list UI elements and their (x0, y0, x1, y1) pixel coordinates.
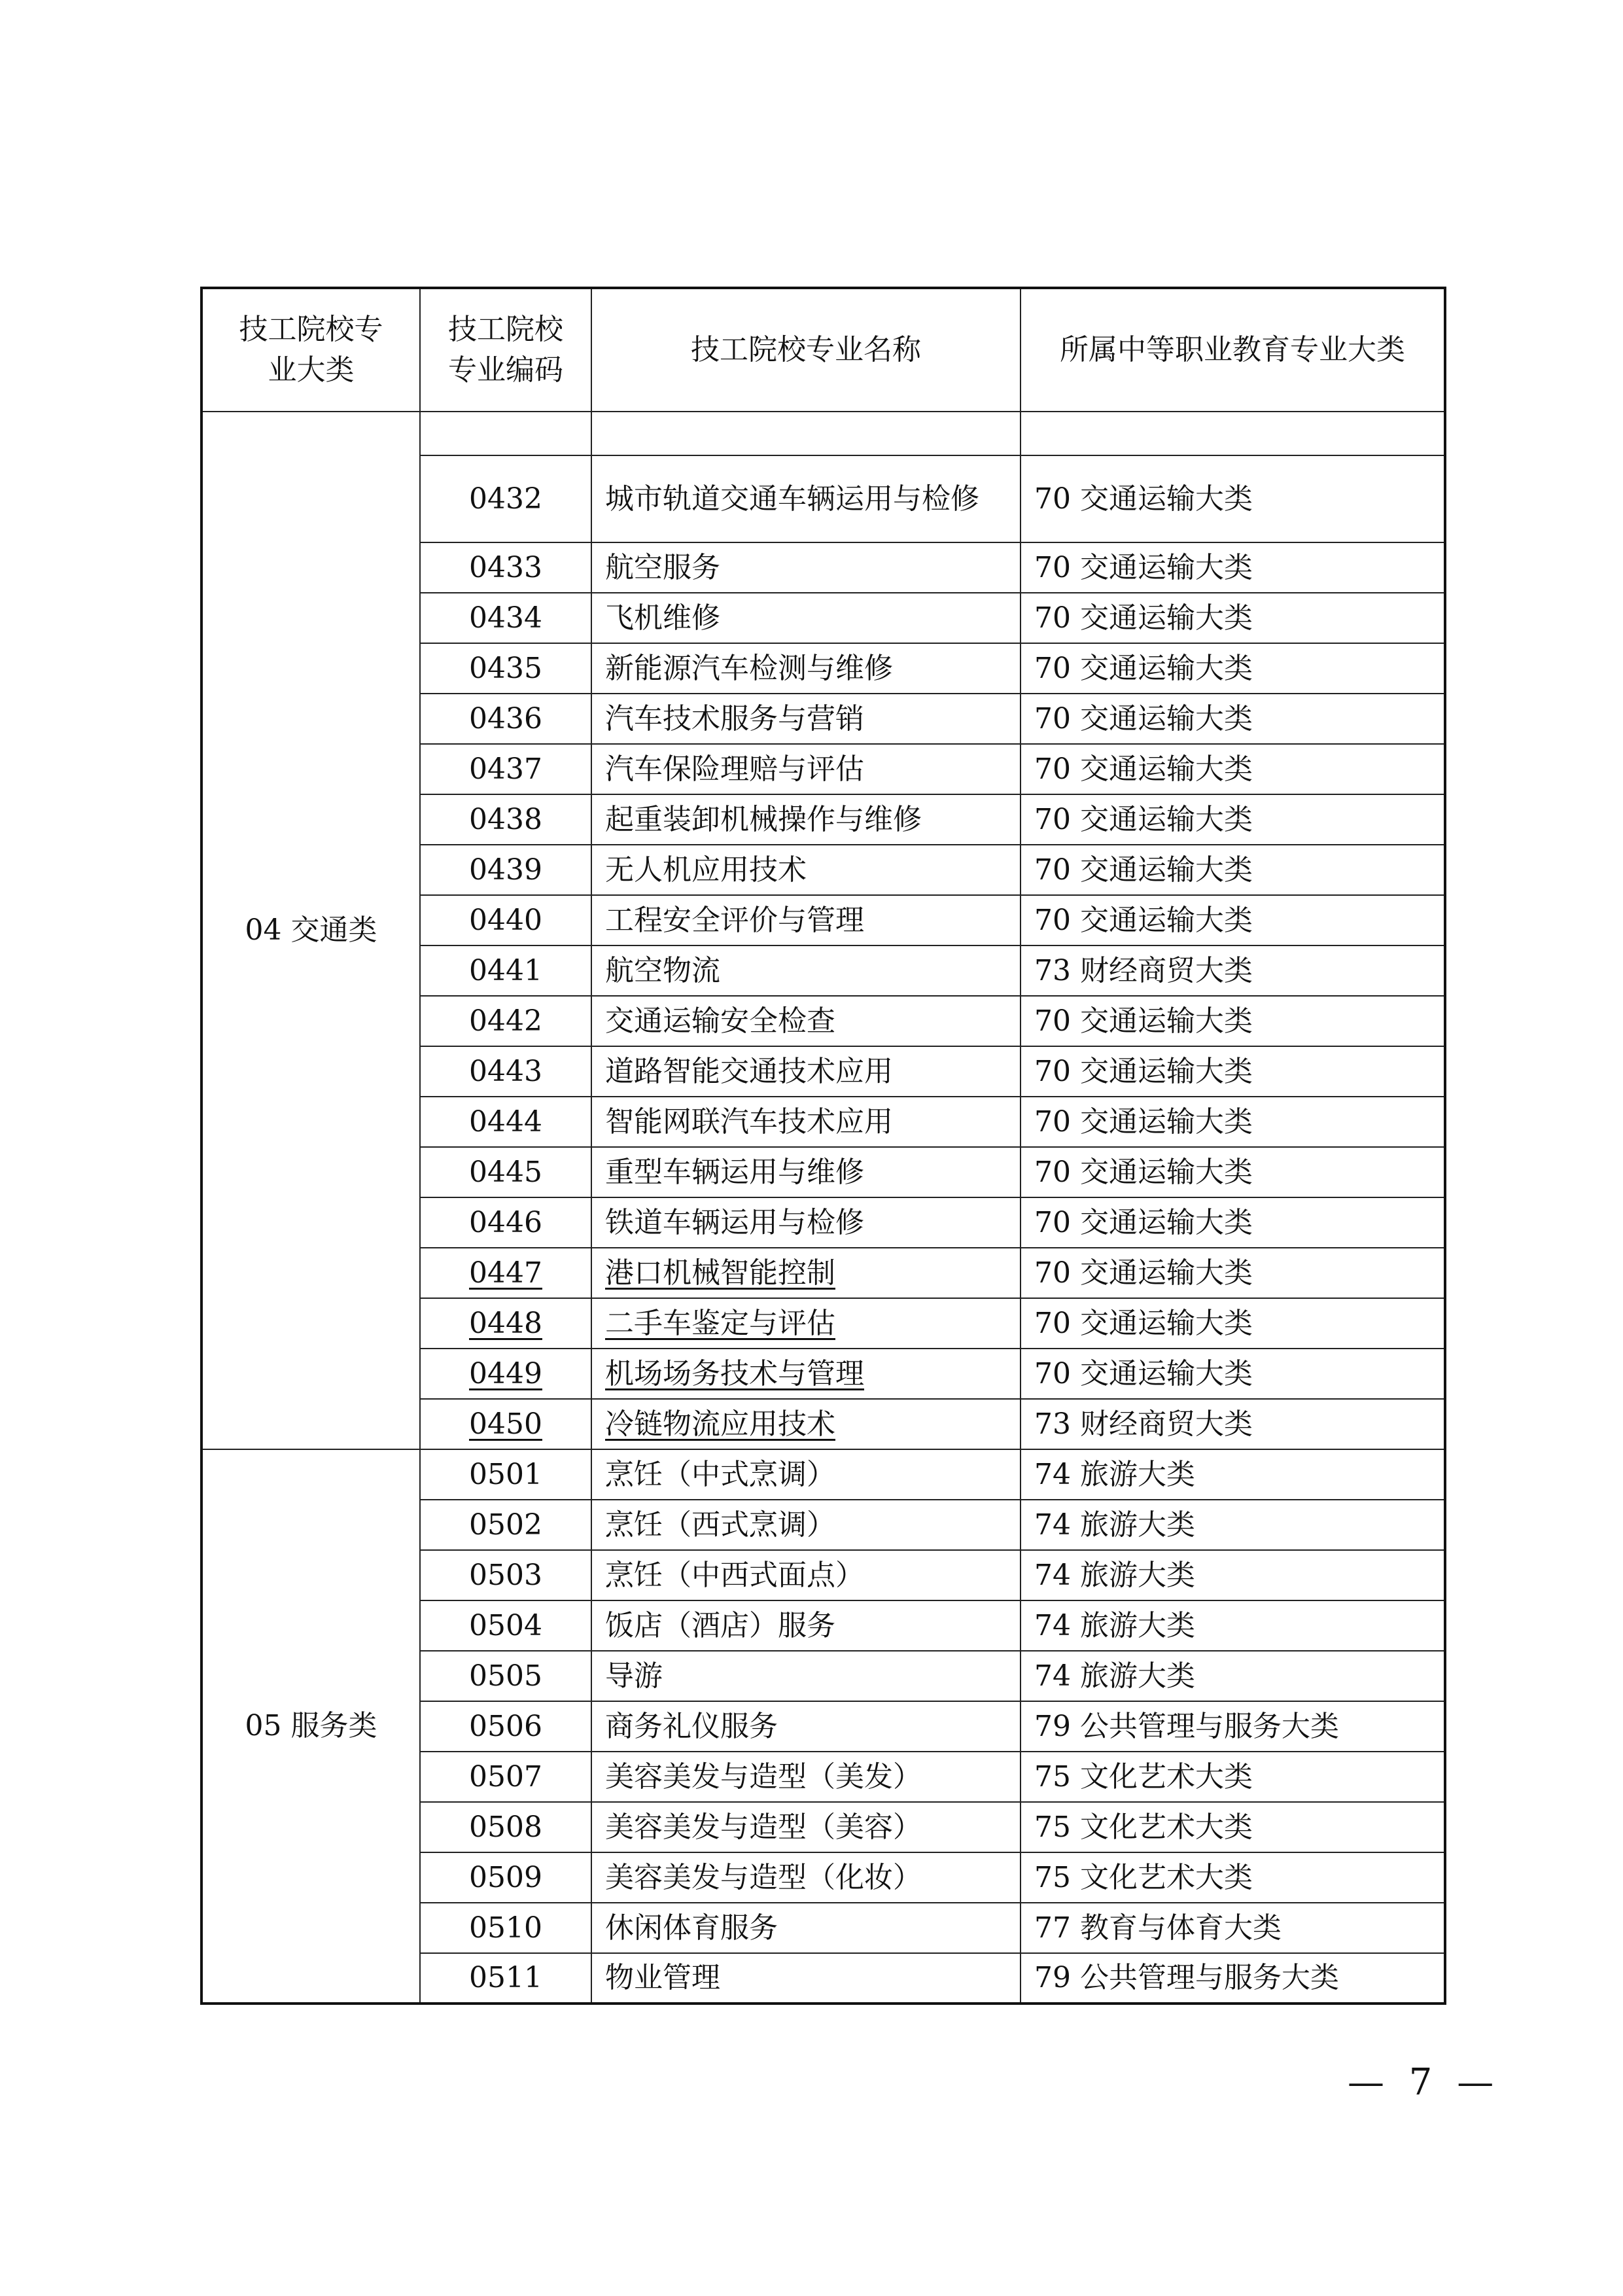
belongs-cell-text: 75 文化艺术大类 (1034, 1860, 1253, 1894)
code-cell-text: 0436 (469, 701, 542, 735)
code-cell-text: 0444 (469, 1104, 542, 1139)
name-cell (591, 1752, 1021, 1802)
name-cell (591, 1852, 1021, 1903)
code-cell (420, 1399, 591, 1449)
belongs-cell (1021, 455, 1445, 542)
code-cell (420, 1802, 591, 1852)
specialty-table (200, 287, 1446, 2005)
name-cell-text: 汽车保险理赔与评估 (605, 752, 864, 786)
name-cell-text: 美容美发与造型（化妆） (605, 1860, 922, 1894)
name-cell (591, 694, 1021, 744)
belongs-cell-text: 74 旅游大类 (1034, 1558, 1195, 1592)
belongs-cell (1021, 412, 1445, 455)
code-cell (420, 1852, 591, 1903)
code-cell-text: 0503 (469, 1558, 542, 1592)
belongs-cell (1021, 794, 1445, 845)
table-row (201, 1449, 1445, 1500)
belongs-cell (1021, 945, 1445, 996)
name-cell (591, 1651, 1021, 1701)
code-cell-text: 0501 (469, 1457, 542, 1491)
belongs-cell-text: 73 财经商贸大类 (1034, 953, 1253, 987)
belongs-cell (1021, 1953, 1445, 2004)
name-cell-text: 道路智能交通技术应用 (605, 1054, 893, 1088)
name-cell-text: 港口机械智能控制 (605, 1256, 835, 1290)
belongs-cell-text: 79 公共管理与服务大类 (1034, 1709, 1339, 1743)
name-cell-text: 二手车鉴定与评估 (605, 1306, 835, 1340)
belongs-cell (1021, 542, 1445, 593)
header-code: 技工院校专业编码 (420, 288, 591, 412)
code-cell (420, 643, 591, 694)
belongs-cell (1021, 1046, 1445, 1097)
code-cell-text: 0437 (469, 752, 542, 786)
name-cell-text: 美容美发与造型（美发） (605, 1759, 922, 1793)
name-cell (591, 412, 1021, 455)
belongs-cell (1021, 1701, 1445, 1752)
belongs-cell-text: 74 旅游大类 (1034, 1659, 1195, 1693)
belongs-cell-text: 70 交通运输大类 (1034, 651, 1253, 685)
name-cell-text: 城市轨道交通车辆运用与检修 (605, 482, 979, 516)
code-cell-text: 0440 (469, 903, 542, 937)
belongs-cell-text: 70 交通运输大类 (1034, 1356, 1253, 1390)
name-cell (591, 1449, 1021, 1500)
name-cell (591, 1903, 1021, 1953)
belongs-cell (1021, 895, 1445, 945)
belongs-cell (1021, 1399, 1445, 1449)
code-cell-text: 0447 (469, 1256, 542, 1290)
name-cell-text: 烹饪（中式烹调） (605, 1457, 835, 1491)
belongs-cell (1021, 1248, 1445, 1298)
belongs-cell (1021, 996, 1445, 1046)
name-cell-text: 物业管理 (605, 1961, 720, 1994)
belongs-cell (1021, 1449, 1445, 1500)
belongs-cell (1021, 1651, 1445, 1701)
name-cell (591, 794, 1021, 845)
belongs-cell (1021, 1349, 1445, 1399)
name-cell-text: 起重装卸机械操作与维修 (605, 802, 922, 836)
belongs-cell (1021, 1852, 1445, 1903)
belongs-cell (1021, 1097, 1445, 1147)
name-cell (591, 996, 1021, 1046)
name-cell (591, 1600, 1021, 1651)
code-cell (420, 794, 591, 845)
code-cell (420, 1248, 591, 1298)
category-cell: 04 交通类 (201, 412, 420, 1449)
belongs-cell (1021, 845, 1445, 895)
name-cell (591, 1248, 1021, 1298)
name-cell-text: 智能网联汽车技术应用 (605, 1104, 893, 1139)
code-cell-text: 0509 (469, 1860, 542, 1894)
belongs-cell-text: 70 交通运输大类 (1034, 1155, 1253, 1189)
name-cell (591, 542, 1021, 593)
name-cell (591, 1197, 1021, 1248)
code-cell (420, 1550, 591, 1600)
name-cell (591, 744, 1021, 794)
name-cell (591, 1046, 1021, 1097)
header-belongs: 所属中等职业教育专业大类 (1021, 288, 1445, 412)
code-cell-text: 0443 (469, 1054, 542, 1088)
code-cell-text: 0434 (469, 601, 542, 635)
belongs-cell-text: 70 交通运输大类 (1034, 1256, 1253, 1290)
code-cell (420, 542, 591, 593)
belongs-cell (1021, 744, 1445, 794)
code-cell (420, 593, 591, 643)
category-cell: 05 服务类 (201, 1449, 420, 2004)
belongs-cell (1021, 1197, 1445, 1248)
name-cell-text: 汽车技术服务与营销 (605, 701, 864, 735)
belongs-cell (1021, 1600, 1445, 1651)
belongs-cell-text: 70 交通运输大类 (1034, 1205, 1253, 1239)
code-cell (420, 1701, 591, 1752)
code-cell (420, 1046, 591, 1097)
belongs-cell-text: 74 旅游大类 (1034, 1508, 1195, 1542)
code-cell-text: 0433 (469, 550, 542, 584)
belongs-cell (1021, 694, 1445, 744)
header-name: 技工院校专业名称 (591, 288, 1021, 412)
belongs-cell-text: 74 旅游大类 (1034, 1608, 1195, 1642)
belongs-cell-text: 70 交通运输大类 (1034, 482, 1253, 516)
code-cell-text: 0502 (469, 1508, 542, 1542)
code-cell-text: 0432 (469, 482, 542, 516)
belongs-cell-text: 70 交通运输大类 (1034, 1004, 1253, 1038)
code-cell (420, 1449, 591, 1500)
code-cell (420, 1752, 591, 1802)
belongs-cell-text: 74 旅游大类 (1034, 1457, 1195, 1491)
name-cell (591, 945, 1021, 996)
name-cell (591, 1097, 1021, 1147)
belongs-cell (1021, 643, 1445, 694)
belongs-cell-text: 79 公共管理与服务大类 (1034, 1961, 1339, 1994)
belongs-cell (1021, 1550, 1445, 1600)
header-category: 技工院校专业大类 (201, 288, 420, 412)
name-cell (591, 1399, 1021, 1449)
table-row-empty (201, 412, 1445, 455)
code-cell-text: 0508 (469, 1810, 542, 1844)
name-cell-text: 商务礼仪服务 (605, 1709, 778, 1743)
name-cell-text: 工程安全评价与管理 (605, 903, 864, 937)
name-cell-text: 机场场务技术与管理 (605, 1356, 864, 1390)
name-cell-text: 航空物流 (605, 953, 720, 987)
belongs-cell (1021, 1147, 1445, 1197)
code-cell-text: 0438 (469, 802, 542, 836)
code-cell-text: 0506 (469, 1709, 542, 1743)
code-cell-text: 0510 (469, 1911, 542, 1945)
belongs-cell (1021, 1903, 1445, 1953)
belongs-cell (1021, 1298, 1445, 1349)
belongs-cell-text: 70 交通运输大类 (1034, 802, 1253, 836)
code-cell (420, 1651, 591, 1701)
name-cell-text: 航空服务 (605, 550, 720, 584)
code-cell (420, 895, 591, 945)
name-cell (591, 1349, 1021, 1399)
name-cell (591, 455, 1021, 542)
name-cell (591, 895, 1021, 945)
name-cell (591, 1802, 1021, 1852)
code-cell-text: 0505 (469, 1659, 542, 1693)
belongs-cell-text: 70 交通运输大类 (1034, 903, 1253, 937)
name-cell (591, 593, 1021, 643)
name-cell-text: 休闲体育服务 (605, 1911, 778, 1945)
name-cell-text: 导游 (605, 1659, 663, 1693)
name-cell (591, 1298, 1021, 1349)
code-cell (420, 1349, 591, 1399)
name-cell (591, 1953, 1021, 2004)
name-cell (591, 1701, 1021, 1752)
name-cell-text: 饭店（酒店）服务 (605, 1608, 835, 1642)
code-cell (420, 1500, 591, 1550)
code-cell (420, 845, 591, 895)
code-cell-text: 0441 (469, 953, 542, 987)
belongs-cell-text: 73 财经商贸大类 (1034, 1407, 1253, 1441)
name-cell-text: 铁道车辆运用与检修 (605, 1205, 864, 1239)
code-cell-text: 0439 (469, 853, 542, 887)
code-cell-text: 0445 (469, 1155, 542, 1189)
name-cell (591, 845, 1021, 895)
code-cell-text: 0507 (469, 1759, 542, 1793)
name-cell (591, 643, 1021, 694)
belongs-cell-text: 70 交通运输大类 (1034, 1306, 1253, 1340)
table-body (201, 412, 1445, 2004)
name-cell-text: 交通运输安全检查 (605, 1004, 835, 1038)
name-cell (591, 1147, 1021, 1197)
code-cell-text: 0504 (469, 1608, 542, 1642)
code-cell (420, 455, 591, 542)
belongs-cell-text: 70 交通运输大类 (1034, 601, 1253, 635)
belongs-cell (1021, 1802, 1445, 1852)
table-header-row (201, 288, 1445, 412)
belongs-cell-text: 70 交通运输大类 (1034, 701, 1253, 735)
name-cell (591, 1550, 1021, 1600)
name-cell (591, 1500, 1021, 1550)
name-cell-text: 美容美发与造型（美容） (605, 1810, 922, 1844)
page-number: — 7 — (1348, 2061, 1501, 2104)
code-cell (420, 744, 591, 794)
code-cell (420, 1197, 591, 1248)
code-cell (420, 1097, 591, 1147)
belongs-cell-text: 70 交通运输大类 (1034, 853, 1253, 887)
code-cell (420, 1903, 591, 1953)
code-cell (420, 1953, 591, 2004)
code-cell-text: 0449 (469, 1356, 542, 1390)
code-cell (420, 1600, 591, 1651)
code-cell-text: 0450 (469, 1407, 542, 1441)
belongs-cell-text: 75 文化艺术大类 (1034, 1759, 1253, 1793)
name-cell-text: 飞机维修 (605, 601, 720, 635)
name-cell-text: 无人机应用技术 (605, 853, 807, 887)
belongs-cell (1021, 1500, 1445, 1550)
belongs-cell-text: 70 交通运输大类 (1034, 550, 1253, 584)
belongs-cell-text: 70 交通运输大类 (1034, 1054, 1253, 1088)
belongs-cell (1021, 593, 1445, 643)
code-cell (420, 1298, 591, 1349)
name-cell-text: 烹饪（西式烹调） (605, 1508, 835, 1542)
name-cell-text: 冷链物流应用技术 (605, 1407, 835, 1441)
code-cell (420, 412, 591, 455)
code-cell (420, 1147, 591, 1197)
code-cell (420, 945, 591, 996)
code-cell-text: 0442 (469, 1004, 542, 1038)
belongs-cell-text: 77 教育与体育大类 (1034, 1911, 1282, 1945)
code-cell-text: 0448 (469, 1306, 542, 1340)
code-cell-text: 0446 (469, 1205, 542, 1239)
code-cell (420, 694, 591, 744)
belongs-cell-text: 70 交通运输大类 (1034, 752, 1253, 786)
code-cell-text: 0435 (469, 651, 542, 685)
code-cell-text: 0511 (469, 1961, 542, 1994)
code-cell (420, 996, 591, 1046)
belongs-cell (1021, 1752, 1445, 1802)
name-cell-text: 新能源汽车检测与维修 (605, 651, 893, 685)
belongs-cell-text: 75 文化艺术大类 (1034, 1810, 1253, 1844)
belongs-cell-text: 70 交通运输大类 (1034, 1104, 1253, 1139)
name-cell-text: 重型车辆运用与维修 (605, 1155, 864, 1189)
name-cell-text: 烹饪（中西式面点） (605, 1558, 864, 1592)
